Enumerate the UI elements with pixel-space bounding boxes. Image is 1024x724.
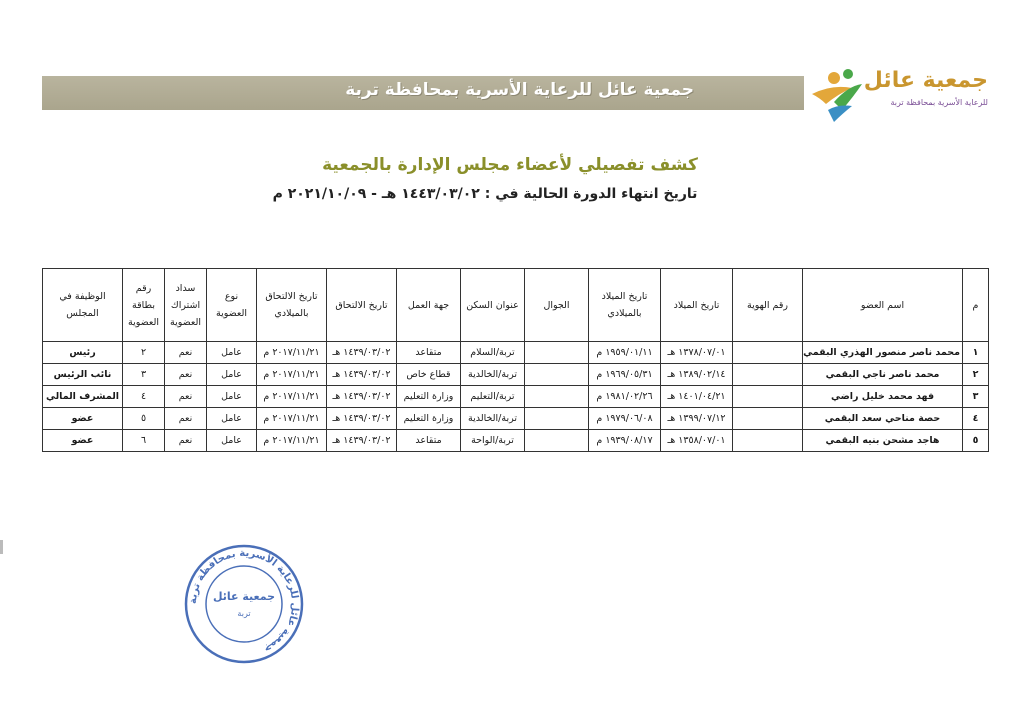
- cell-employer: متقاعد: [397, 430, 461, 452]
- cell-birth-hijri: ١٣٧٨/٠٧/٠١ هـ: [661, 342, 733, 364]
- cell-birth-greg: ١٩٥٩/٠١/١١ م: [589, 342, 661, 364]
- cell-birth-greg: ١٩٣٩/٠٨/١٧ م: [589, 430, 661, 452]
- cell-card: ٣: [123, 364, 165, 386]
- scan-edge-mark: [0, 540, 3, 554]
- cell-role: رئيس: [43, 342, 123, 364]
- cell-join-hijri: ١٤٣٩/٠٣/٠٢ هـ: [327, 386, 397, 408]
- cell-id: [733, 342, 803, 364]
- header-address: عنوان السكن: [461, 269, 525, 342]
- header-join-hijri: تاريخ الالتحاق: [327, 269, 397, 342]
- table-row: [43, 364, 989, 386]
- cell-num: ٣: [963, 386, 989, 408]
- cell-role: عضو: [43, 408, 123, 430]
- cell-card: ٥: [123, 408, 165, 430]
- cell-num: ٢: [963, 364, 989, 386]
- cell-address: تربة/السلام: [461, 342, 525, 364]
- cell-name: هاجد مشحن بنيه البقمي: [803, 430, 963, 452]
- cell-mobile: [525, 342, 589, 364]
- header-birth-hijri: تاريخ الميلاد: [661, 269, 733, 342]
- cell-employer: وزارة التعليم: [397, 408, 461, 430]
- cell-fees: نعم: [165, 408, 207, 430]
- header-mobile: الجوال: [525, 269, 589, 342]
- header-employer: جهة العمل: [397, 269, 461, 342]
- cell-join-hijri: ١٤٣٩/٠٣/٠٢ هـ: [327, 430, 397, 452]
- cell-name: محمد ناصر ناجي البقمي: [803, 364, 963, 386]
- cell-join-hijri: ١٤٣٩/٠٣/٠٢ هـ: [327, 364, 397, 386]
- table-row: [43, 342, 989, 364]
- cell-address: تربة/الخالدية: [461, 364, 525, 386]
- cell-birth-greg: ١٩٨١/٠٢/٢٦ م: [589, 386, 661, 408]
- cell-num: ١: [963, 342, 989, 364]
- cell-employer: متقاعد: [397, 342, 461, 364]
- cell-name: فهد محمد خليل راضي: [803, 386, 963, 408]
- header-fees-paid: سداد اشتراك العضوية: [165, 269, 207, 342]
- cell-card: ٤: [123, 386, 165, 408]
- header-card-no: رقم بطاقة العضوية: [123, 269, 165, 342]
- header-birth-greg: تاريخ الميلاد بالميلادي: [589, 269, 661, 342]
- cell-role: نائب الرئيس: [43, 364, 123, 386]
- cell-mobile: [525, 364, 589, 386]
- svg-text:تربة: تربة: [237, 609, 251, 618]
- members-table: [42, 268, 989, 452]
- cell-employer: قطاع خاص: [397, 364, 461, 386]
- cell-birth-hijri: ١٤٠١/٠٤/٢١ هـ: [661, 386, 733, 408]
- cell-id: [733, 430, 803, 452]
- cell-name: محمد ناصر منصور الهذري البقمي: [803, 342, 963, 364]
- cell-id: [733, 408, 803, 430]
- cell-fees: نعم: [165, 342, 207, 364]
- cell-role: المشرف المالي: [43, 386, 123, 408]
- cell-join-greg: ٢٠١٧/١١/٢١ م: [257, 430, 327, 452]
- cell-role: عضو: [43, 430, 123, 452]
- table-row: [43, 408, 989, 430]
- table-row: [43, 386, 989, 408]
- header-title: جمعية عائل للرعاية الأسرية بمحافظة تربة: [345, 80, 694, 100]
- header-id: رقم الهوية: [733, 269, 803, 342]
- svg-text:جمعية عائل: جمعية عائل: [212, 590, 276, 603]
- document-subtitle: تاريخ انتهاء الدورة الحالية في : ١٤٤٣/٠٣/٠٢ هـ - ٢٠٢١/١٠/٠٩ م: [272, 186, 698, 202]
- cell-address: تربة/الخالدية: [461, 408, 525, 430]
- header-num: م: [963, 269, 989, 342]
- official-stamp-icon: [182, 542, 306, 666]
- cell-card: ٦: [123, 430, 165, 452]
- cell-birth-hijri: ١٣٩٩/٠٧/١٢ هـ: [661, 408, 733, 430]
- cell-birth-hijri: ١٣٨٩/٠٢/١٤ هـ: [661, 364, 733, 386]
- logo-name: جمعية عائل: [863, 68, 988, 93]
- header-band: [42, 76, 804, 110]
- cell-id: [733, 364, 803, 386]
- header-role: الوظيفة في المجلس: [43, 269, 123, 342]
- header-membership-type: نوع العضوية: [207, 269, 257, 342]
- cell-join-greg: ٢٠١٧/١١/٢١ م: [257, 364, 327, 386]
- table-header-row: [43, 269, 989, 342]
- table-row: [43, 430, 989, 452]
- cell-type: عامل: [207, 364, 257, 386]
- cell-type: عامل: [207, 408, 257, 430]
- cell-mobile: [525, 386, 589, 408]
- cell-join-greg: ٢٠١٧/١١/٢١ م: [257, 342, 327, 364]
- cell-card: ٢: [123, 342, 165, 364]
- cell-type: عامل: [207, 342, 257, 364]
- document-title: كشف تفصيلي لأعضاء مجلس الإدارة بالجمعية: [322, 155, 698, 175]
- logo-tagline: للرعاية الأسرية بمحافظة تربة: [890, 98, 988, 107]
- cell-join-greg: ٢٠١٧/١١/٢١ م: [257, 408, 327, 430]
- cell-num: ٥: [963, 430, 989, 452]
- cell-mobile: [525, 430, 589, 452]
- cell-join-hijri: ١٤٣٩/٠٣/٠٢ هـ: [327, 342, 397, 364]
- cell-birth-greg: ١٩٦٩/٠٥/٣١ م: [589, 364, 661, 386]
- cell-fees: نعم: [165, 386, 207, 408]
- cell-birth-greg: ١٩٧٩/٠٦/٠٨ م: [589, 408, 661, 430]
- cell-address: تربة/الواحة: [461, 430, 525, 452]
- cell-name: حصة مناحي سعد البقمي: [803, 408, 963, 430]
- cell-mobile: [525, 408, 589, 430]
- svg-text:جمعية عائل للرعاية الأسرية بمح: جمعية عائل للرعاية الأسرية بمحافظة تربة: [187, 547, 301, 655]
- cell-birth-hijri: ١٣٥٨/٠٧/٠١ هـ: [661, 430, 733, 452]
- cell-address: تربة/التعليم: [461, 386, 525, 408]
- cell-join-greg: ٢٠١٧/١١/٢١ م: [257, 386, 327, 408]
- cell-fees: نعم: [165, 430, 207, 452]
- header-member: اسم العضو: [803, 269, 963, 342]
- cell-num: ٤: [963, 408, 989, 430]
- cell-fees: نعم: [165, 364, 207, 386]
- cell-join-hijri: ١٤٣٩/٠٣/٠٢ هـ: [327, 408, 397, 430]
- cell-id: [733, 386, 803, 408]
- cell-type: عامل: [207, 430, 257, 452]
- header-join-greg: تاريخ الالتحاق بالميلادي: [257, 269, 327, 342]
- cell-employer: وزارة التعليم: [397, 386, 461, 408]
- cell-type: عامل: [207, 386, 257, 408]
